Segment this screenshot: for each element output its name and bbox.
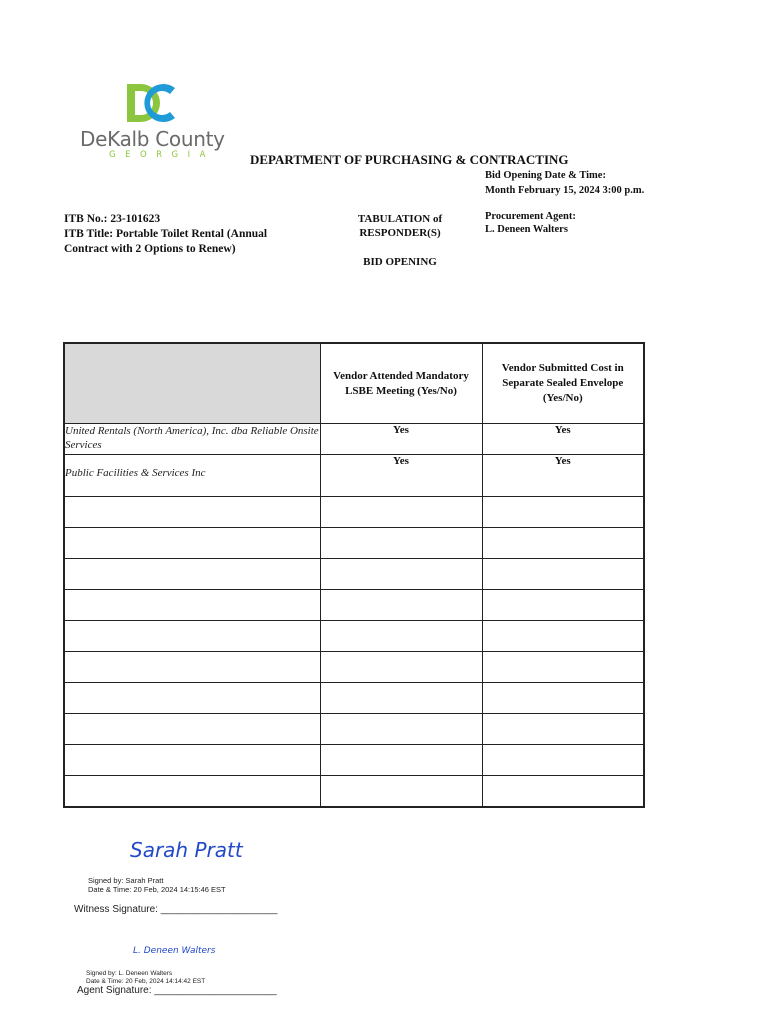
- itb-number: ITB No.: 23-101623: [64, 213, 161, 225]
- procurement-agent-label: Procurement Agent:: [485, 211, 576, 222]
- sealed-value: Yes: [482, 424, 644, 455]
- bid-opening-date: [485, 168, 644, 198]
- vendor-header-blank: [64, 343, 320, 424]
- table-row: [64, 776, 644, 808]
- sealed-envelope-header: Vendor Submitted Cost in Separate Sealed Envelope (Yes/No): [482, 343, 644, 424]
- sealed-value: Yes: [482, 455, 644, 497]
- agent-signature-stamp: [86, 970, 205, 986]
- table-row: [64, 745, 644, 776]
- itb-info: [64, 212, 314, 257]
- lsbe-value: Yes: [320, 455, 482, 497]
- table-row: [64, 590, 644, 621]
- tabulation-heading: [340, 212, 460, 240]
- witness-signature-stamp: [88, 876, 226, 894]
- lsbe-value: Yes: [320, 424, 482, 455]
- table-row: [64, 424, 644, 455]
- witness-signed-date: Date & Time: 20 Feb, 2024 14:15:46 EST: [88, 885, 226, 894]
- itb-title-line-2: Contract with 2 Options to Renew): [64, 243, 236, 255]
- table-row: [64, 497, 644, 528]
- tabulation-line-1: TABULATION of: [357, 213, 443, 225]
- logo-county-name: DeKalb County: [80, 127, 225, 151]
- table-header-row: [64, 343, 644, 424]
- agent-handwritten-signature: L. Deneen Walters: [133, 946, 216, 956]
- itb-title-line-1: ITB Title: Portable Toilet Rental (Annual: [64, 228, 268, 240]
- procurement-agent: [485, 210, 576, 236]
- vendor-name: Public Facilities & Services Inc: [64, 455, 320, 497]
- table-row: [64, 559, 644, 590]
- procurement-agent-name: L. Deneen Walters: [485, 224, 568, 235]
- table-row: [64, 455, 644, 497]
- table-row: [64, 621, 644, 652]
- bid-date-label: Bid Opening Date & Time:: [485, 170, 606, 181]
- witness-signed-by: Signed by: Sarah Pratt: [88, 876, 164, 885]
- table-row: [64, 683, 644, 714]
- agent-signature-label: Agent Signature: ______________________: [77, 985, 277, 996]
- bid-date-value: Month February 15, 2024 3:00 p.m.: [485, 185, 645, 196]
- witness-handwritten-signature: Sarah Pratt: [130, 838, 243, 862]
- table-row: [64, 714, 644, 745]
- agent-signed-date: Date & Time: 20 Feb, 2024 14:14:42 EST: [86, 978, 206, 985]
- table-row: [64, 528, 644, 559]
- bid-opening-label: BID OPENING: [363, 256, 437, 268]
- logo-state-name: GEORGIA: [109, 150, 215, 160]
- agent-signed-by: Signed by: L. Deneen Walters: [86, 970, 173, 977]
- table-row: [64, 652, 644, 683]
- vendor-name: United Rentals (North America), Inc. dba Reliable Onsite Services: [64, 424, 320, 455]
- department-title: DEPARTMENT OF PURCHASING & CONTRACTING: [250, 152, 569, 167]
- tabulation-line-2: RESPONDER(S): [359, 227, 441, 239]
- tabulation-table: [63, 342, 645, 808]
- dc-logo-mark-icon: [125, 82, 185, 124]
- witness-signature-label: Witness Signature: _____________________: [74, 904, 278, 915]
- lsbe-header: Vendor Attended Mandatory LSBE Meeting (Yes/No): [320, 343, 482, 424]
